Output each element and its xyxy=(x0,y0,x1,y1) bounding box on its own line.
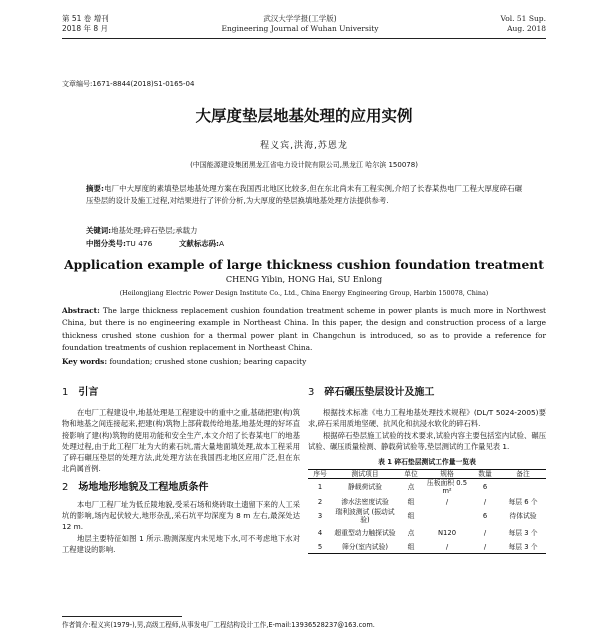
header-center xyxy=(190,14,410,34)
footnote-rule xyxy=(62,616,182,617)
table-cell: / xyxy=(483,529,487,538)
section-1-number: 1 xyxy=(62,387,69,398)
table-cell: 2 xyxy=(317,497,323,506)
section-2-paragraph-2: 地层主要特征如图 1 所示.勘测深度内未见地下水,可不考虑地下水对工程建设的影响. xyxy=(62,533,300,554)
keywords-cn-label: 关键词: xyxy=(86,226,112,235)
section-3-paragraph-2: 根据碎石垫层施工试验的技术要求,试验内容主要包括室内试验、碾压试验、碾压质量检测、静载荷试验等,垫层测试的工作量见表 1. xyxy=(308,430,546,451)
table-cell: 瑞利波测试 (振动试验) xyxy=(335,508,395,525)
table-cell: / xyxy=(445,543,449,552)
table-cell: 每层 3 个 xyxy=(508,543,538,552)
article-number: 文章编号:1671-8844(2018)S1-0165-04 xyxy=(62,80,195,88)
section-1-heading xyxy=(62,386,300,400)
table-header-cell: 数量 xyxy=(478,470,492,479)
keywords-cn xyxy=(86,225,197,237)
abstract-en xyxy=(62,305,546,355)
author-bio-footnote: 作者简介:程义宾(1979-),男,高级工程师,从事发电厂工程结构设计工作,E-mail:13936528237@163.com. xyxy=(62,621,375,629)
doc-code-value: A xyxy=(218,239,225,248)
table-cell: 1 xyxy=(317,483,323,492)
table-cell: 超重型动力触探试验 xyxy=(334,529,396,538)
table-cell: 组 xyxy=(407,512,415,521)
table-cell: 渗水法密度试验 xyxy=(341,497,389,506)
table-cell: / xyxy=(483,543,487,552)
table-cell: / xyxy=(445,497,449,506)
table-row xyxy=(308,479,546,496)
journal-name-cn: 武汉大学学报(工学版) xyxy=(263,14,337,23)
abstract-en-label: Abstract: xyxy=(62,306,100,315)
table-header-row xyxy=(308,470,546,479)
volume-en: Vol. 51 Sup. xyxy=(500,14,546,23)
table-cell: 待体试验 xyxy=(509,512,537,521)
table-cell: 组 xyxy=(407,543,415,552)
keywords-cn-text: 地基处理;碎石垫层;承载力 xyxy=(111,226,198,235)
table-cell xyxy=(424,508,470,525)
table-header-cell: 单位 xyxy=(404,470,418,479)
section-2-heading xyxy=(62,481,300,495)
table-cell: / xyxy=(483,497,487,506)
keywords-en xyxy=(62,356,306,368)
authors-cn: 程义宾,洪海,苏恩龙 xyxy=(260,141,348,151)
section-3-heading xyxy=(308,386,546,400)
table-row xyxy=(308,542,546,554)
section-3-number: 3 xyxy=(308,387,315,398)
table-row xyxy=(308,508,546,525)
table-row xyxy=(308,525,546,542)
table-cell: 3 xyxy=(317,512,323,521)
affiliation-en: (Heilongjiang Electric Power Design Institute Co., Ltd., China Energy Engineering Group, Harbin 150078, China) xyxy=(119,289,489,297)
doc-code-label: 文献标志码: xyxy=(179,239,219,248)
table-cell: N120 xyxy=(437,529,457,538)
publication-date: 2018 年 8 月 xyxy=(62,24,109,33)
authors-en: CHENG Yibin, HONG Hai, SU Enlong xyxy=(225,274,383,284)
right-column xyxy=(308,386,546,554)
table-header-cell: 序号 xyxy=(313,470,327,479)
class-label: 中图分类号: xyxy=(86,239,126,248)
table-cell: 组 xyxy=(407,497,415,506)
section-1-paragraph: 在电厂工程建设中,地基处理是工程建设中的重中之重,基础把建(构)筑物和地基之间连接起来,把建(构)筑物上部荷载传给地基,地基处理的好坏直接影响了建(构)筑物的使用功能和安全生产,本文介绍了长春某电厂的地基处理过程,由于此工程厂址为大的素石坑,需大量地面填处理,故本工程采用了碎石碾压垫层的处理方法,此处理方法在我国西北地区应用广泛,但在东北尚属首例. xyxy=(62,408,300,474)
header-right xyxy=(501,14,547,34)
keywords-en-label: Key words: xyxy=(62,357,108,366)
classification-cn xyxy=(86,238,224,250)
date-en: Aug. 2018 xyxy=(507,24,546,33)
abstract-cn-label: 摘要: xyxy=(86,184,104,193)
keywords-en-text: foundation; crushed stone cushion; bearing capacity xyxy=(109,357,307,366)
header-left xyxy=(62,14,109,34)
abstract-cn-text: 电厂中大厚度的素填垫层地基处理方案在我国西北地区比较多,但在东北尚未有工程实例,介绍了长春某热电厂工程大厚度碎石碾压垫层的设计及施工过程,对结果进行了评价分析,为大厚度的垫层换填地基处理方法提供参考. xyxy=(86,184,522,205)
table-1 xyxy=(308,469,546,554)
table-header-cell: 规格 xyxy=(440,470,454,479)
section-2-title: 场地地形地貌及工程地质条件 xyxy=(78,481,209,493)
table-cell: 点 xyxy=(407,483,415,492)
table-cell: 每层 6 个 xyxy=(508,497,538,506)
title-cn: 大厚度垫层地基处理的应用实例 xyxy=(195,107,413,125)
table-cell: 点 xyxy=(407,529,415,538)
table-cell: 压板面积 0.5 m² xyxy=(426,479,468,496)
volume-issue: 第 51 卷 增刊 xyxy=(62,14,109,23)
abstract-en-text: The large thickness replacement cushion foundation treatment scheme in power plants is much more in Northwest China, but there is no engineering example in Northeast China. In this paper, the design and construction process of a large thickness crushed stone cushion for a thermal power plant in Changchun is introduced, so as to provide a reference for foundation treatments of cushion replacement in Northeast China. xyxy=(62,306,546,353)
table-cell: 每层 3 个 xyxy=(508,529,538,538)
table-cell: 4 xyxy=(317,529,323,538)
section-2-number: 2 xyxy=(62,481,69,493)
title-en: Application example of large thickness cushion foundation treatment xyxy=(64,257,544,272)
table-cell: 5 xyxy=(317,543,323,552)
table-cell: 静载荷试验 xyxy=(348,483,382,492)
table-cell: 6 xyxy=(482,512,488,521)
section-3-paragraph-1: 根据技术标准《电力工程地基处理技术规程》(DL/T 5024-2005)要求,碎石采用质地坚硬、抗风化和抗浸水软化的碎石料. xyxy=(308,408,546,429)
section-1-title: 引言 xyxy=(78,387,99,398)
table-header-cell: 备注 xyxy=(516,470,530,479)
table-cell xyxy=(500,479,546,496)
section-3-title: 碎石碾压垫层设计及施工 xyxy=(324,387,435,398)
class-value: TU 476 xyxy=(125,239,153,248)
abstract-cn xyxy=(86,183,522,207)
header-rule xyxy=(62,38,546,39)
section-2-paragraph-1: 本电厂工程厂址为低丘陵地貌,受采石场和烧砖取土遗留下来的人工采坑的影响,场内起伏较大,地形杂乱,采石坑平均深度为 8 m 左右,最深处达 12 m. xyxy=(62,499,300,532)
affiliation-cn: (中国能源建设集团黑龙江省电力设计院有限公司,黑龙江 哈尔滨 150078) xyxy=(190,161,418,169)
journal-name-en: Engineering Journal of Wuhan University xyxy=(221,24,379,33)
table-cell: 6 xyxy=(482,483,488,492)
table-row xyxy=(308,496,546,508)
left-column xyxy=(62,386,300,555)
table-cell: 筛分(室内试验) xyxy=(341,543,389,552)
table-1-caption: 表 1 碎石垫层测试工作量一览表 xyxy=(378,458,476,467)
table-header-cell: 测试项目 xyxy=(351,470,379,479)
